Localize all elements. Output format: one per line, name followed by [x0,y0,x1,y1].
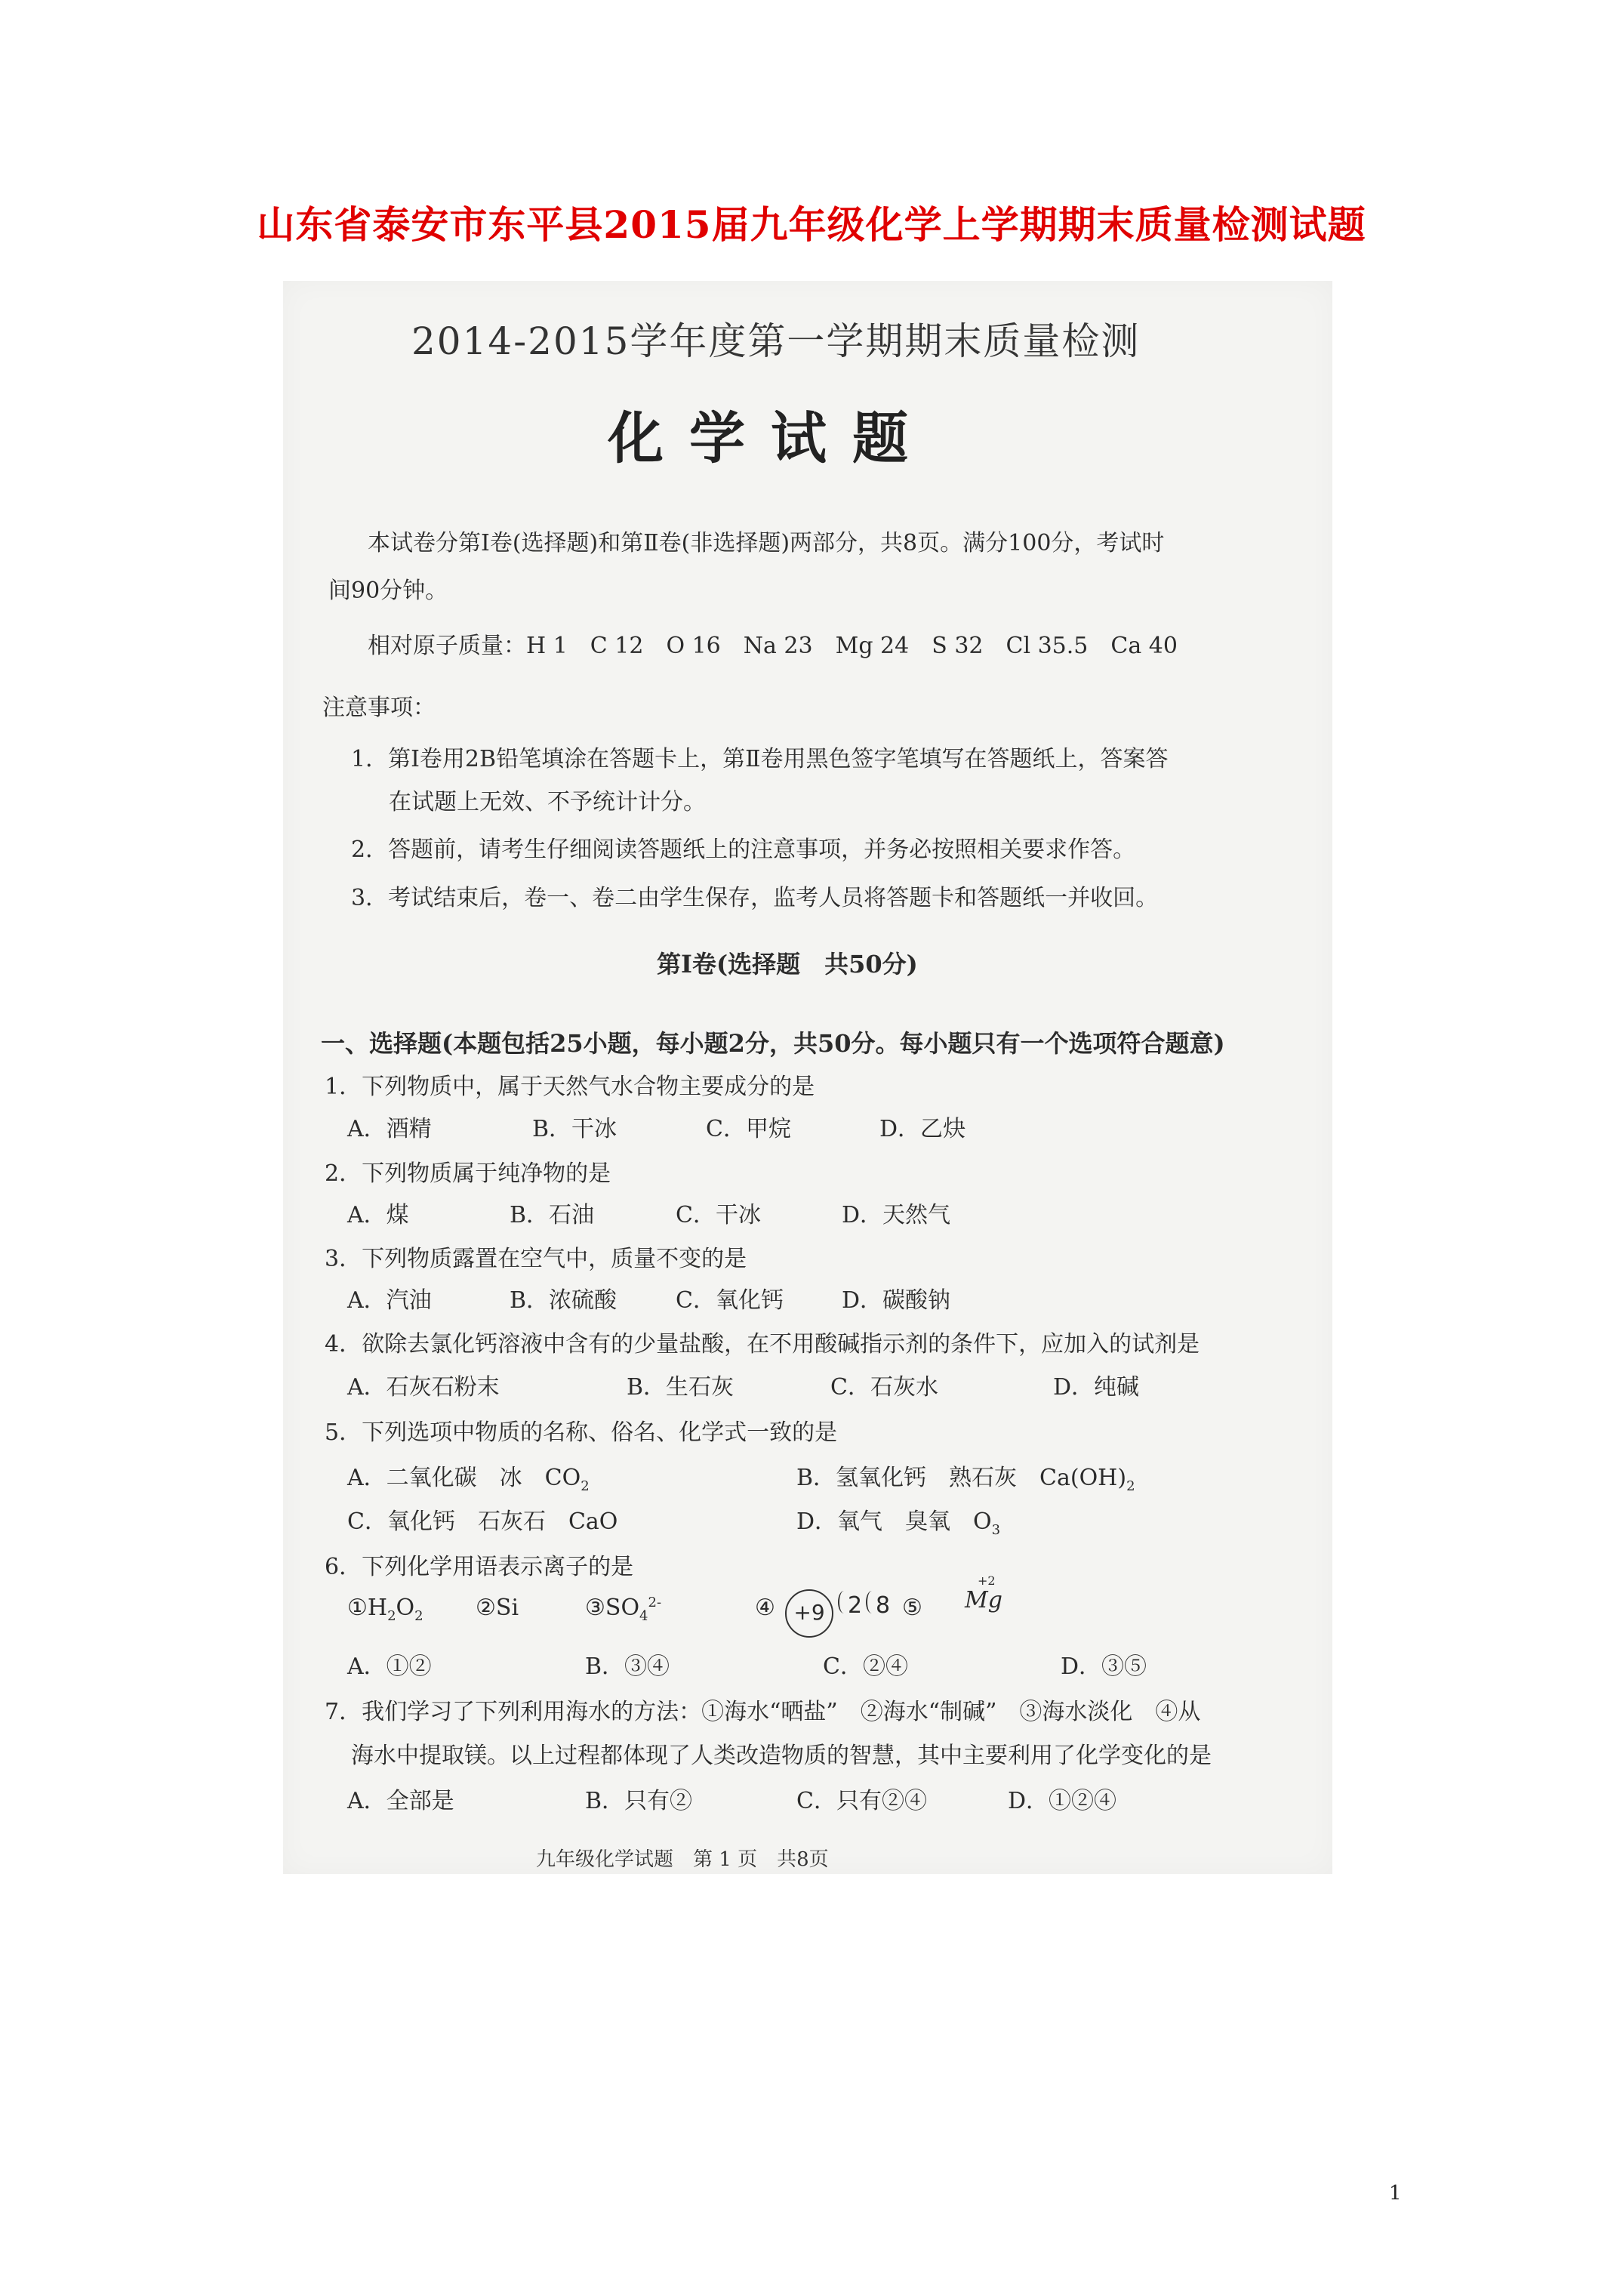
q4-option-b: B．生石灰 [627,1374,735,1401]
atomic-masses: 相对原子质量：H 1 C 12 O 16 Na 23 Mg 24 S 32 Cl 35.5 Ca 40 [368,633,1178,659]
intro-line-2: 间90分钟。 [328,578,448,604]
q2-option-c: C．干冰 [676,1202,761,1228]
question-7-line-1: 7．我们学习了下列利用海水的方法：①海水“晒盐” ②海水“制碱” ③海水淡化 ④从 [325,1699,1201,1725]
q6-option-b: B．③④ [585,1653,670,1680]
question-5: 5．下列选项中物质的名称、俗名、化学式一致的是 [325,1419,838,1446]
question-1: 1．下列物质中，属于天然气水合物主要成分的是 [325,1074,815,1100]
q1-option-a: A．酒精 [347,1116,432,1142]
q6-option-c: C．②④ [823,1653,908,1680]
q3-option-b: B．浓硫酸 [510,1287,617,1314]
q6-item-3: $③SO_4^{2-}$ [585,1595,662,1624]
electron-shell-2: 8 [876,1592,891,1619]
q5-option-c: C．氧化钙 石灰石 CaO [347,1509,618,1535]
q1-option-c: C．甲烷 [706,1116,791,1142]
page-number: 1 [1389,2182,1402,2205]
q5-option-a: A．二氧化碳 冰 $CO_2$ [347,1465,590,1494]
subject-title: 化学试题 [608,406,934,471]
q6-option-a: A．①② [347,1653,432,1680]
q7-option-b: B．只有② [585,1788,693,1814]
question-2: 2．下列物质属于纯净物的是 [325,1160,611,1187]
exam-title: 2014-2015学年度第一学期期末质量检测 [411,319,1141,363]
q5-option-b: B．氢氧化钙 熟石灰 $Ca(OH)_2$ [796,1465,1135,1494]
page-footer: 九年级化学试题 第 1 页 共8页 [536,1848,829,1871]
atom-nucleus: +9 [785,1589,833,1638]
note-2: 2．答题前，请考生仔细阅读答题纸上的注意事项，并务必按照相关要求作答。 [351,837,1136,863]
mg-valence: +2 [978,1573,996,1588]
electron-shell-1: 2 [848,1592,863,1619]
q4-option-a: A．石灰石粉末 [347,1374,500,1401]
q5-option-d: D．氧气 臭氧 $O_3$ [796,1509,1001,1538]
part-1-heading: 第Ⅰ卷(选择题 共50分) [657,950,918,978]
q6-option-d: D．③⑤ [1061,1653,1147,1680]
q4-option-d: D．纯碱 [1053,1374,1140,1401]
q1-option-d: D．乙炔 [879,1116,966,1142]
section-1-heading: 一、选择题(本题包括25小题，每小题2分，共50分。每小题只有一个选项符合题意) [321,1029,1225,1058]
q7-option-a: A．全部是 [347,1788,454,1814]
q7-option-d: D．①②④ [1008,1788,1117,1814]
note-3: 3．考试结束后，卷一、卷二由学生保存，监考人员将答题卡和答题纸一并收回。 [351,885,1159,911]
q2-option-b: B．石油 [510,1202,595,1228]
q7-option-c: C．只有②④ [796,1788,927,1814]
intro-line-1: 本试卷分第Ⅰ卷(选择题)和第Ⅱ卷(非选择题)两部分，共8页。满分100分，考试时 [368,530,1165,556]
q6-item-4-label: ④ [755,1595,775,1621]
notes-heading: 注意事项： [322,695,436,721]
q1-option-b: B．干冰 [532,1116,617,1142]
question-6: 6．下列化学用语表示离子的是 [325,1554,634,1580]
question-3: 3．下列物质露置在空气中，质量不变的是 [325,1246,747,1272]
mg-symbol: Mg [965,1587,1002,1613]
note-1-line-2: 在试题上无效、不予统计计分。 [389,789,706,815]
question-4: 4．欲除去氯化钙溶液中含有的少量盐酸，在不用酸碱指示剂的条件下，应加入的试剂是 [325,1331,1200,1358]
question-7-line-2: 海水中提取镁。以上过程都体现了人类改造物质的智慧，其中主要利用了化学变化的是 [351,1743,1212,1769]
q4-option-c: C．石灰水 [830,1374,938,1401]
q6-item-5-label: ⑤ [902,1595,922,1621]
q6-item-2: ②Si [476,1595,519,1621]
q2-option-a: A．煤 [347,1202,409,1228]
q2-option-d: D．天然气 [842,1202,951,1228]
note-1-line-1: 1．第Ⅰ卷用2B铅笔填涂在答题卡上，第Ⅱ卷用黑色签字笔填写在答题纸上，答案答 [351,746,1169,772]
scanned-exam-page [283,281,1332,1874]
q3-option-d: D．碳酸钠 [842,1287,951,1314]
q3-option-c: C．氧化钙 [676,1287,784,1314]
q3-option-a: A．汽油 [347,1287,432,1314]
q6-item-1: $①H_2O_2$ [347,1595,423,1624]
document-title: 山东省泰安市东平县2015届九年级化学上学期期末质量检测试题 [257,202,1366,247]
